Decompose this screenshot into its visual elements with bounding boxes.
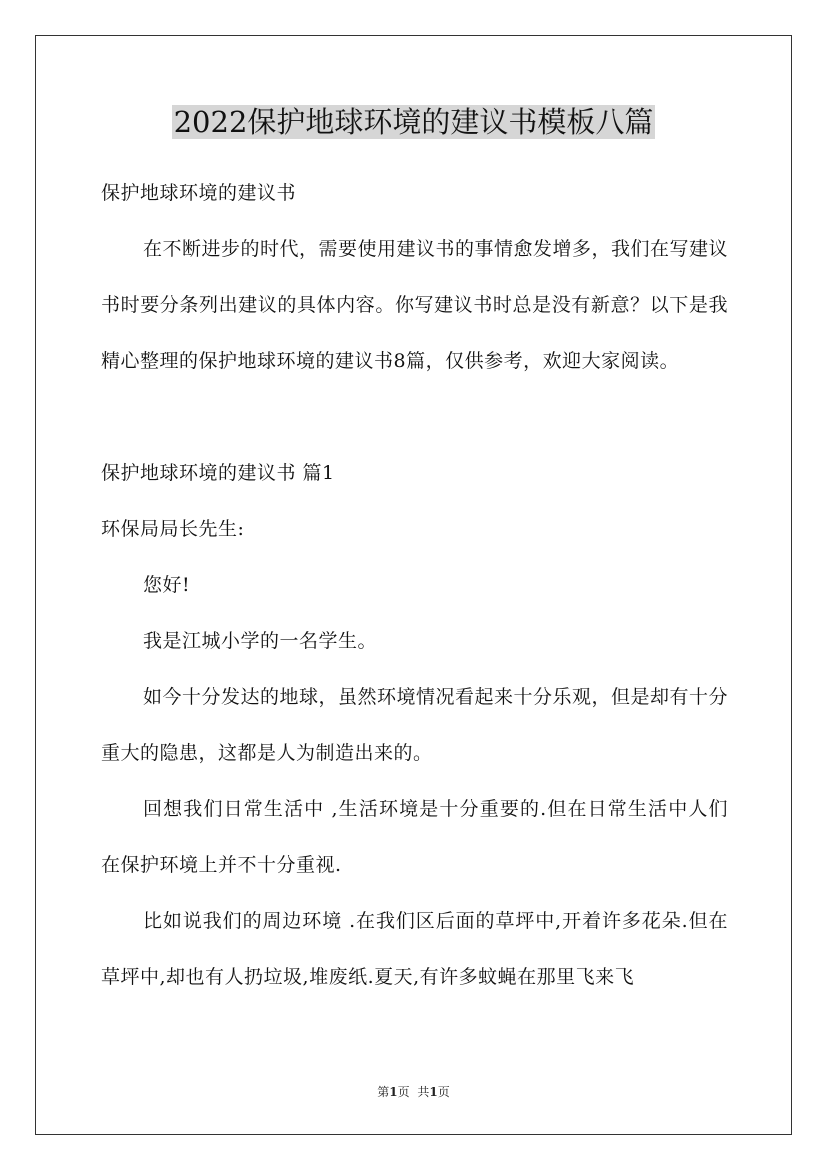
body-paragraph: 比如说我们的周边环境 .在我们区后面的草坪中,开着许多花朵.但在草坪中,却也有人扔垃圾,堆废纸.夏天,有许多蚊蝇在那里飞来飞 bbox=[101, 910, 728, 988]
intro-paragraph: 在不断进步的时代，需要使用建议书的事情愈发增多，我们在写建议书时要分条列出建议的具体内容。你写建议书时总是没有新意？以下是我精心整理的保护地球环境的建议书8篇，仅供参考，欢迎大家阅读。 bbox=[101, 238, 729, 372]
letter-greeting: 您好! bbox=[143, 574, 191, 596]
page-number: 1 bbox=[389, 1085, 398, 1099]
letter-salutation: 环保局局长先生: bbox=[101, 518, 245, 540]
body-paragraph: 如今十分发达的地球，虽然环境情况看起来十分乐观，但是却有十分重大的隐患，这都是人为制造出来的。 bbox=[101, 686, 729, 764]
total-label-prefix: 共 bbox=[417, 1085, 430, 1099]
section-heading: 保护地球环境的建议书 篇1 bbox=[101, 462, 335, 484]
page-label-prefix: 第 bbox=[377, 1085, 390, 1099]
document-body bbox=[101, 165, 728, 1005]
page-label-suffix: 页 bbox=[397, 1085, 410, 1099]
body-paragraph: 我是江城小学的一名学生。 bbox=[143, 630, 378, 652]
total-label-suffix: 页 bbox=[437, 1085, 450, 1099]
page-footer bbox=[0, 1084, 827, 1100]
intro-heading: 保护地球环境的建议书 bbox=[101, 182, 297, 204]
total-pages: 1 bbox=[429, 1085, 438, 1099]
body-paragraph: 回想我们日常生活中 ,生活环境是十分重要的.但在日常生活中人们在保护环境上并不十分重视. bbox=[101, 798, 728, 876]
blank-line bbox=[101, 389, 728, 445]
document-title bbox=[0, 102, 827, 142]
document-title-text: 2022保护地球环境的建议书模板八篇 bbox=[173, 105, 654, 139]
